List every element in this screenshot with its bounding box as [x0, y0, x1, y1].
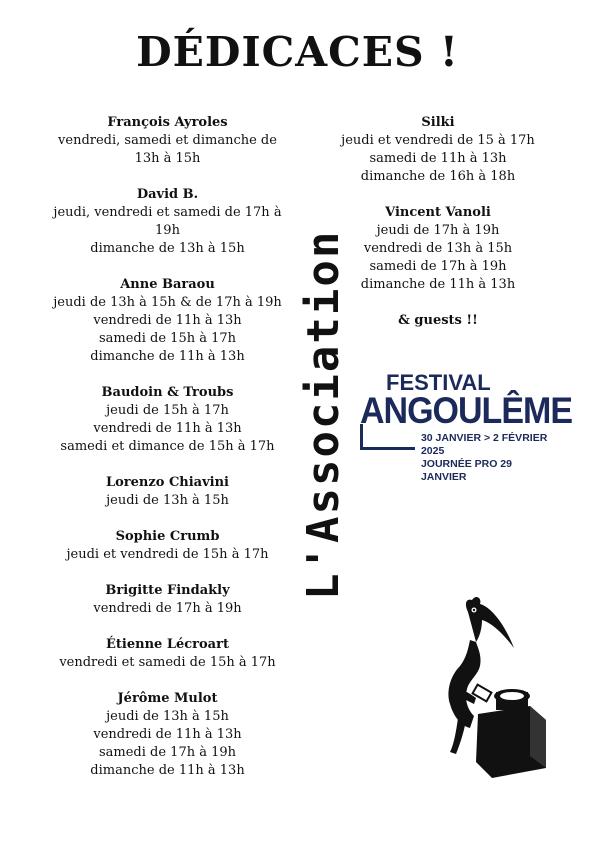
schedule-line: 19h — [155, 223, 180, 238]
author-name: Sophie Crumb — [115, 529, 220, 544]
schedule-line: jeudi et vendredi de 15 à 17h — [341, 133, 535, 148]
author-name: Lorenzo Chiavini — [105, 475, 229, 490]
schedule-line: vendredi de 17h à 19h — [93, 601, 242, 616]
festival-city: ANGOULÊME — [360, 390, 572, 432]
author-entry — [313, 204, 563, 294]
author-name: Jérôme Mulot — [117, 691, 218, 706]
festival-dates-block — [360, 432, 560, 484]
schedule-line: jeudi de 13h à 15h & de 17h à 19h — [53, 295, 282, 310]
author-name: David B. — [136, 187, 199, 202]
schedule-line: vendredi de 11h à 13h — [93, 727, 242, 742]
author-entry — [40, 636, 295, 672]
schedule-line: jeudi de 13h à 15h — [106, 709, 229, 724]
schedule-line: vendredi de 11h à 13h — [93, 421, 242, 436]
festival-date-text — [421, 432, 560, 484]
festival-dates: 30 JANVIER > 2 FÉVRIER 2025 — [420, 432, 548, 457]
schedule-line: dimanche de 11h à 13h — [360, 277, 516, 292]
author-name: Baudoin & Troubs — [101, 385, 234, 400]
schedule-line: dimanche de 16h à 18h — [360, 169, 516, 184]
page-title: DÉDICACES ! — [136, 28, 459, 76]
author-entry — [40, 384, 295, 456]
author-entry — [40, 276, 295, 366]
bird-inkwell-icon — [430, 592, 550, 782]
festival-pro-day: JOURNÉE PRO 29 JANVIER — [420, 458, 512, 483]
schedule-line: vendredi et samedi de 15h à 17h — [59, 655, 276, 670]
schedule-line: jeudi et vendredi de 15h à 17h — [66, 547, 269, 562]
schedule-line: vendredi de 11h à 13h — [93, 313, 242, 328]
schedule-line: 13h à 15h — [134, 151, 201, 166]
schedule-line: samedi de 17h à 19h — [369, 259, 507, 274]
schedule-line: vendredi de 13h à 15h — [363, 241, 513, 256]
author-name: Vincent Vanoli — [385, 205, 491, 220]
schedule-line: dimanche de 11h à 13h — [90, 763, 245, 778]
author-entry — [313, 114, 563, 186]
schedule-line: dimanche de 13h à 15h — [90, 241, 245, 256]
author-name: Étienne Lécroart — [106, 637, 229, 652]
schedule-line: samedi de 17h à 19h — [98, 745, 237, 760]
publisher-logo: L'Association — [298, 229, 349, 600]
author-entry — [40, 114, 295, 168]
schedule-line: samedi de 11h à 13h — [369, 151, 507, 166]
right-column — [313, 114, 563, 330]
author-name: Brigitte Findakly — [105, 583, 230, 598]
author-entry — [40, 690, 295, 780]
author-name: François Ayroles — [107, 115, 228, 130]
guests-note: & guests !! — [398, 313, 478, 328]
author-name: Anne Baraou — [120, 277, 215, 292]
schedule-line: jeudi de 17h à 19h — [376, 223, 500, 238]
author-entry — [40, 186, 295, 258]
schedule-line: samedi de 15h à 17h — [98, 331, 237, 346]
author-name: Silki — [421, 115, 455, 130]
schedule-line: vendredi, samedi et dimanche de — [58, 133, 277, 148]
left-column — [40, 114, 295, 798]
author-entry — [40, 528, 295, 564]
festival-logo — [360, 370, 572, 484]
schedule-line: samedi et dimance de 15h à 17h — [60, 439, 275, 454]
festival-word: FESTIVAL — [386, 370, 491, 395]
schedule-line: jeudi, vendredi et samedi de 17h à — [53, 205, 282, 220]
author-entry — [40, 582, 295, 618]
author-entry — [40, 474, 295, 510]
schedule-line: jeudi de 15h à 17h — [106, 403, 229, 418]
schedule-line: jeudi de 13h à 15h — [106, 493, 229, 508]
schedule-line: dimanche de 11h à 13h — [90, 349, 245, 364]
